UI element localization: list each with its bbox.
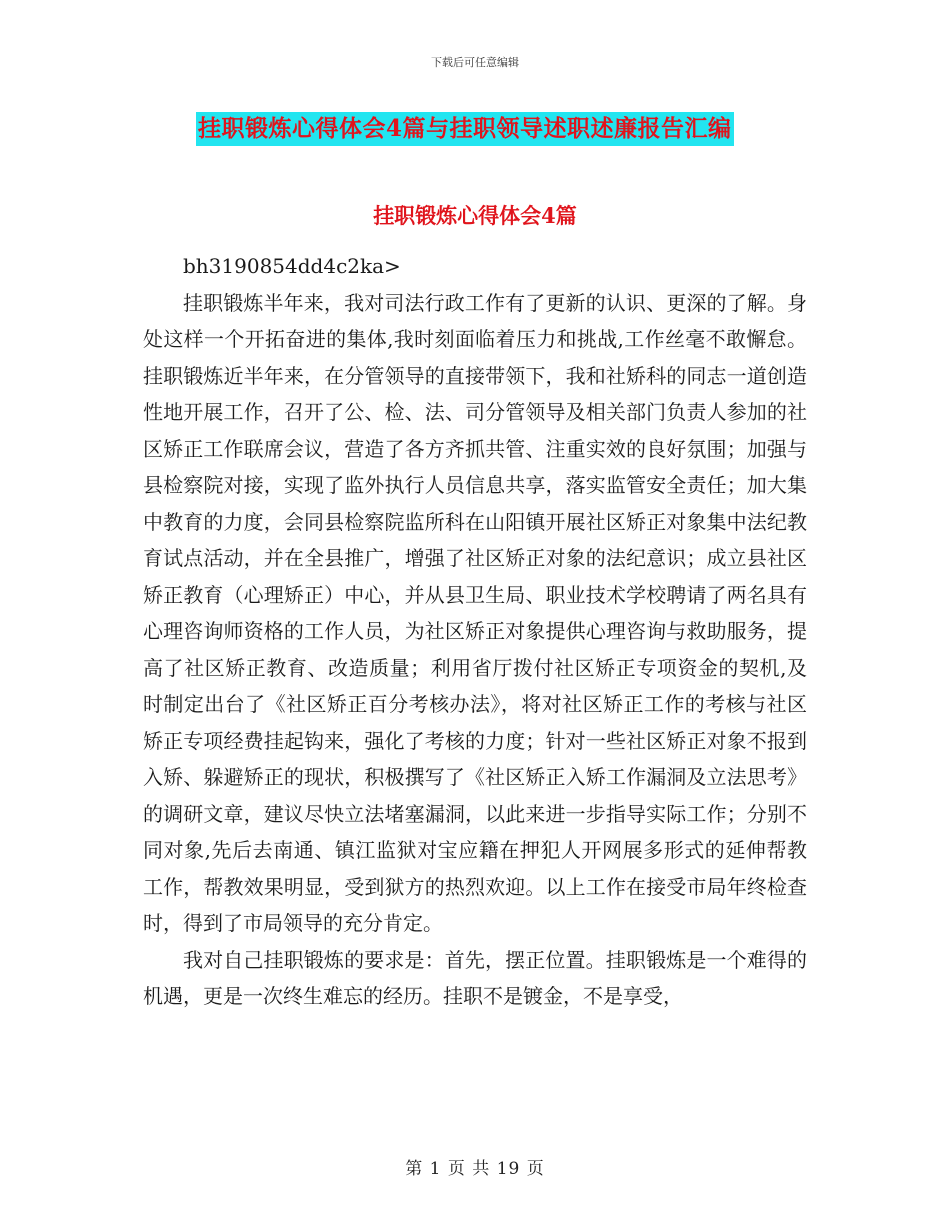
page-footer: 第 1 页 共 19 页 (405, 1159, 545, 1179)
paragraph-2: 我对自己挂职锻炼的要求是：首先，摆正位置。挂职锻炼是一个难得的机遇，更是一次终生难忘的经历。挂职不是镀金，不是享受， (143, 947, 807, 1008)
main-title: 挂职锻炼心得体会4篇与挂职领导述职述廉报告汇编 (196, 112, 734, 146)
header-note: 下载后可任意编辑 (431, 56, 519, 69)
document-body (143, 248, 807, 1015)
code-line: bh3190854dd4c2ka> (183, 254, 401, 278)
sub-title: 挂职锻炼心得体会4篇 (373, 203, 577, 228)
paragraph-1: 挂职锻炼半年来，我对司法行政工作有了更新的认识、更深的了解。身处这样一个开拓奋进的集体,我时刻面临着压力和挑战,工作丝毫不敢懈怠。挂职锻炼近半年来，在分管领导的直接带领下，我和社矫科的同志一道创造性地开展工作，召开了公、检、法、司分管领导及相关部门负责人参加的社区矫正工作联席会议，营造了各方齐抓共管、注重实效的良好氛围；加强与县检察院对接，实现了监外执行人员信息共享，落实监管安全责任；加大集中教育的力度，会同县检察院监所科在山阳镇开展社区矫正对象集中法纪教育试点活动，并在全县推广，增强了社区矫正对象的法纪意识；成立县社区矫正教育（心理矫正）中心，并从县卫生局、职业技术学校聘请了两名具有心理咨询师资格的工作人员，为社区矫正对象提供心理咨询与救助服务，提高了社区矫正教育、改造质量；利用省厅拨付社区矫正专项资金的契机,及时制定出台了《社区矫正百分考核办法》，将对社区矫正工作的考核与社区矫正专项经费挂起钩来，强化了考核的力度；针对一些社区矫正对象不报到入矫、躲避矫正的现状，积极撰写了《社区矫正入矫工作漏洞及立法思考》的调研文章，建议尽快立法堵塞漏洞，以此来进一步指导实际工作；分别不同对象,先后去南通、镇江监狱对宝应籍在押犯人开网展多形式的延伸帮教工作，帮教效果明显，受到狱方的热烈欢迎。以上工作在接受市局年终检查时，得到了市局领导的充分肯定。 (143, 290, 807, 935)
